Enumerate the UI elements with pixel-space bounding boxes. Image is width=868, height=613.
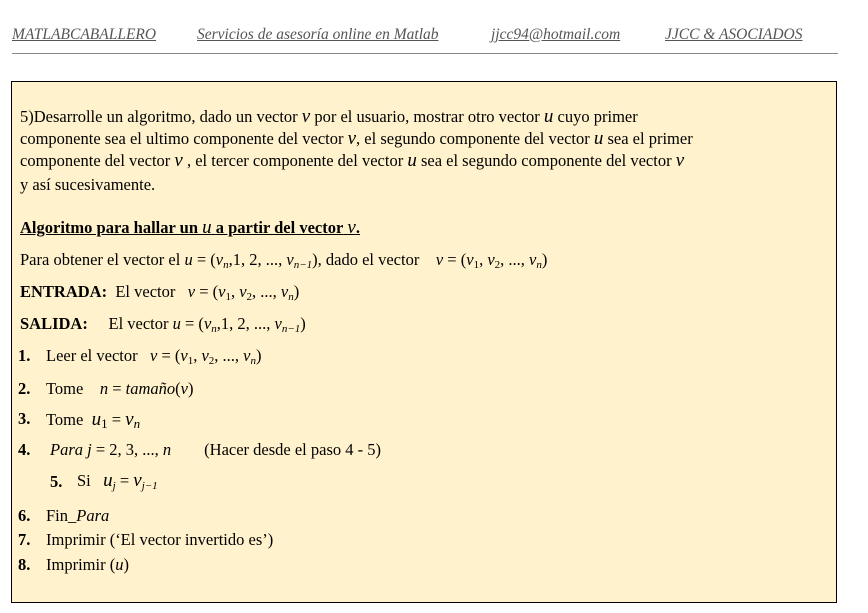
header-services: Servicios de asesoría online en Matlab — [197, 26, 439, 43]
obtain-line: Para obtener el vector el $u = (v_n,1$, 2, ..., $v_{n-1}$), dado el vector $v = (v_1$, $v_2$, ..., $v_n$) — [20, 250, 548, 271]
step-1: Leer el vector $v = (v_1$, $v_2$, ..., $v_n$) — [46, 346, 262, 367]
algorithm-title: Algoritmo para hallar un u a partir del vector v. — [20, 217, 360, 238]
step-2-number: 2. — [18, 379, 31, 398]
step-5-number: 5. — [50, 472, 63, 491]
step-6-number: 6. — [18, 506, 31, 525]
step-7: Imprimir (‘El vector invertido es’) — [46, 530, 274, 549]
step-3: Tome $u_1 = v_n$ — [46, 409, 141, 431]
problem-line-2: componente sea el ultimo componente del vector v, el segundo componente del vector u sea el primer — [20, 128, 693, 149]
problem-line-3: componente del vector v , el tercer componente del vector u sea el segundo componente del vector v — [20, 150, 685, 171]
step-1-number: 1. — [18, 346, 31, 365]
output-line: SALIDA: El vector $u = (v_n,1$, 2, ..., $v_{n-1}$) — [20, 314, 306, 335]
step-2: Tome n = tamaño(v) — [46, 379, 194, 398]
step-4: Para j = 2, 3, ..., n (Hacer desde el paso 4 - 5) — [50, 440, 381, 459]
content-box — [11, 81, 837, 603]
header-email[interactable]: jjcc94@hotmail.com — [491, 26, 621, 43]
header-divider — [12, 53, 838, 54]
page-header — [12, 26, 824, 46]
input-line: ENTRADA: El vector $v = (v_1$, $v_2$, ..., $v_n$) — [20, 282, 300, 303]
step-3-number: 3. — [18, 409, 31, 428]
step-7-number: 7. — [18, 530, 31, 549]
step-8-number: 8. — [18, 555, 31, 574]
step-6: Fin_Para — [46, 506, 110, 525]
step-4-number: 4. — [18, 440, 31, 459]
problem-line-4: y así sucesivamente. — [20, 175, 156, 194]
header-company: JJCC & ASOCIADOS — [665, 26, 803, 43]
header-site: MATLABCABALLERO — [12, 26, 157, 43]
step-8: Imprimir (u) — [46, 555, 129, 574]
step-5: Si $u_j = v_{j-1}$ — [77, 470, 158, 492]
problem-line-1: 5)Desarrolle un algoritmo, dado un vector v por el usuario, mostrar otro vector u cuyo primer — [20, 106, 638, 127]
